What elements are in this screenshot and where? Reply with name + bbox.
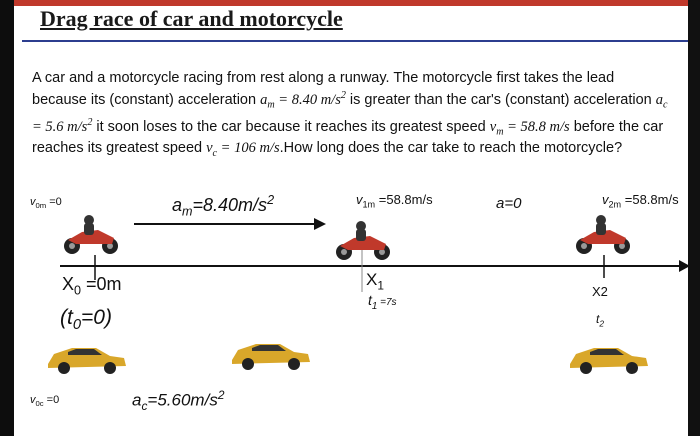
motorcycle-v2-label: $v_{2m} =58.8m/s$	[602, 192, 679, 210]
motorcycle-icon	[336, 221, 390, 260]
position-x1-label: $X_1$	[366, 270, 384, 293]
arrow-icon	[134, 218, 326, 230]
time-t1-label: $t_1 =7s$	[368, 292, 397, 312]
car-icon	[48, 348, 126, 374]
problem-statement: A car and a motorcycle racing from rest along a runway. The motorcycle first takes the lead because its (constant) acceleration $a_m = 8.40$ $m/s^2$ is greater than the car's (constant) acceleration $a_c = 5.6$ $m/s^2$ it soon loses to the car because it reaches its greatest speed $v_m = 58.8$ m/s before the car reaches its greatest speed $v_c = 106$ m/s.How long does the car take to reach the motorcycle?	[32, 70, 668, 160]
motorcycle-v1-label: $v_{1m} =58.8m/s$	[356, 192, 433, 210]
car-initial-velocity-label: $v_{0c} =0$	[30, 394, 60, 409]
initial-time-label: $(t_0=0)$	[60, 306, 112, 334]
time-t2-label: $t_2$	[596, 312, 605, 329]
motorcycle-acceleration-label: $a_m=8.40m/s^2$	[172, 193, 275, 219]
position-x2-label: X2	[592, 284, 608, 299]
motorcycle-icon	[64, 215, 118, 254]
car-icon	[232, 344, 310, 370]
car-icon	[570, 348, 648, 374]
motorcycle-icon	[576, 215, 630, 254]
slide-title: Drag race of car and motorcycle	[40, 6, 343, 31]
car-acceleration-label: $a_c=5.60m/s^2$	[132, 388, 225, 414]
motorcycle-initial-velocity-label: $v_{0m} =0$	[30, 196, 62, 211]
initial-position-label: $X_0 =0m$	[62, 274, 122, 298]
zero-acceleration-label: a=0	[496, 195, 522, 212]
